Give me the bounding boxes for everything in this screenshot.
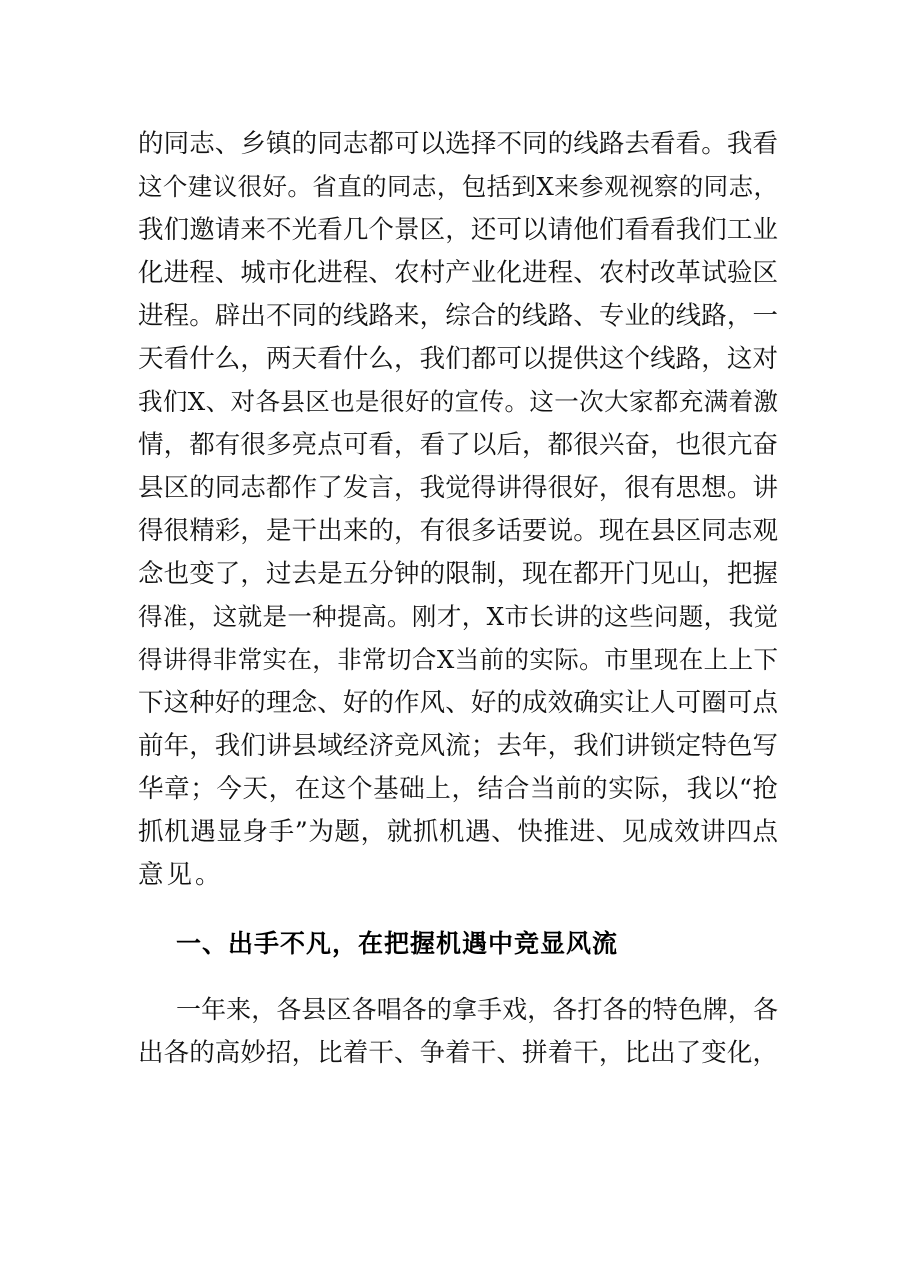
text-line: 出各的高妙招，比着干、争着干、拼着干，比出了变化，	[138, 1038, 778, 1068]
text-line: 得准，这就是一种提高。刚才，X市长讲的这些问题，我觉	[138, 602, 778, 631]
text-line: 天看什么，两天看什么，我们都可以提供这个线路，这对	[138, 344, 778, 374]
text-line: 我们X、对各县区也是很好的宣传。这一次大家都充满着激	[138, 387, 778, 416]
text-line: 念也变了，过去是五分钟的限制，现在都开门见山，把握	[138, 559, 778, 589]
text-line: 抓机遇显身手”为题，就抓机遇、快推进、见成效讲四点	[138, 817, 778, 847]
text-line: 前年，我们讲县域经济竞风流；去年，我们讲锁定特色写	[138, 731, 778, 761]
text-line: 下这种好的理念、好的作风、好的成效确实让人可圈可点	[138, 688, 778, 718]
text-line: 进程。辟出不同的线路来，综合的线路、专业的线路，一	[138, 301, 778, 331]
text-line: 情，都有很多亮点可看，看了以后，都很兴奋，也很亢奋	[138, 430, 778, 460]
text-line: 一年来，各县区各唱各的拿手戏，各打各的特色牌，各	[176, 995, 778, 1024]
text-line: 这个建议很好。省直的同志，包括到X来参观视察的同志，	[138, 172, 778, 201]
section-heading: 一、出手不凡，在把握机遇中竞显风流	[176, 929, 619, 958]
text-line: 意见。	[138, 860, 224, 890]
text-line: 我们邀请来不光看几个景区，还可以请他们看看我们工业	[138, 215, 778, 245]
text-line: 华章；今天，在这个基础上，结合当前的实际，我以“抢	[138, 774, 778, 804]
text-line: 化进程、城市化进程、农村产业化进程、农村改革试验区	[138, 258, 778, 288]
text-line: 得很精彩，是干出来的，有很多话要说。现在县区同志观	[138, 516, 778, 546]
text-line: 的同志、乡镇的同志都可以选择不同的线路去看看。我看	[138, 129, 778, 159]
text-line: 县区的同志都作了发言，我觉得讲得很好，很有思想。讲	[138, 473, 778, 503]
text-line: 得讲得非常实在，非常切合X当前的实际。市里现在上上下	[138, 645, 778, 674]
